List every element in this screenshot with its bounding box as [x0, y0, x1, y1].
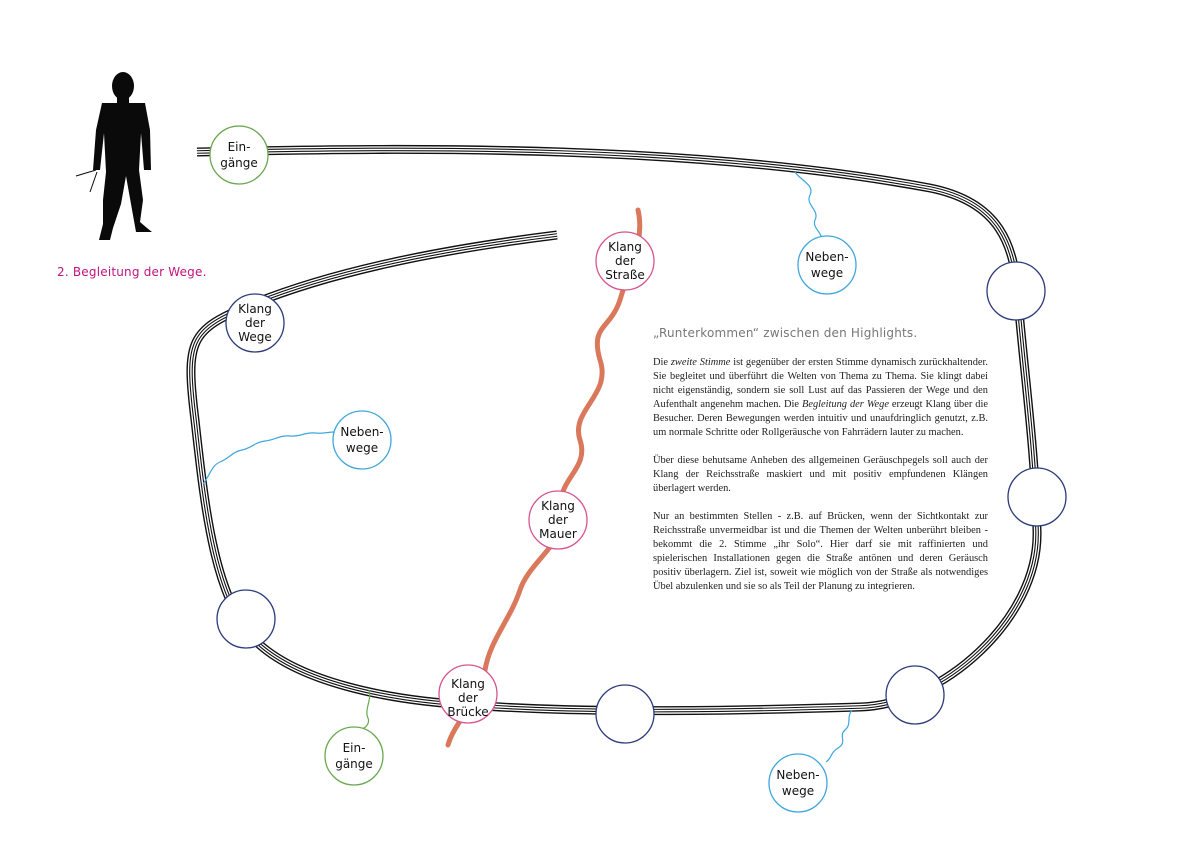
node-eingaenge-top: [210, 126, 268, 184]
nebenwege-squiggle-top: [795, 172, 822, 240]
description-text-block: [653, 326, 988, 608]
paragraph-1-part-c: erzeugt Klang über die Besucher. Deren Bewegungen werden intuitiv und unaufdringlich genutzt, z.B. um normale Schritte oder Rollgeräusche von Fahrrädern lauter zu machen.: [653, 399, 988, 438]
node-label-line: gänge: [220, 156, 258, 170]
emphasis-begleitung-der-wege: Begleitung der Wege: [801, 399, 889, 410]
node-klang-bruecke: [439, 665, 497, 723]
node-label-line: Straße: [605, 268, 645, 282]
node-nebenwege-bottom: [769, 754, 827, 812]
node-klang-mauer: [529, 491, 587, 549]
node-label-line: der: [548, 513, 568, 527]
node-label-line: Ein-: [227, 140, 251, 154]
node-label-line: gänge: [335, 757, 373, 771]
node-label-line: wege: [810, 266, 844, 280]
empty-node: [987, 262, 1045, 320]
node-label-line: Klang: [608, 240, 642, 254]
node-label-line: Mauer: [539, 527, 577, 541]
paragraph-1: [653, 356, 988, 440]
section-subtitle: 2. Begleitung der Wege.: [57, 265, 207, 279]
paragraph-3: Nur an bestimmten Stellen - z.B. auf Brücken, wenn der Sichtkontakt zur Reichsstraße unvermeidbar ist und die Themen der Welten unberührt bleiben - bekommt die 2. Stimme „ihr Solo“. Hier darf sie mit raffinierten und spielerischen Installationen gegen die Straße antönen und deren Geräusch positiv überlagern. Ziel ist, soweit wie möglich von der Straße als notwendiges Übel abzulenken und sie so als Teil der Planung zu integrieren.: [653, 511, 988, 592]
node-label-line: Klang: [451, 677, 485, 691]
empty-node: [217, 590, 275, 648]
node-label-line: wege: [781, 784, 815, 798]
node-label-line: Neben-: [776, 768, 820, 782]
node-label-line: Wege: [238, 330, 272, 344]
text-heading: „Runterkommen“ zwischen den Highlights.: [653, 326, 918, 340]
node-klang-wege: [226, 294, 284, 352]
person-silhouette-icon: [76, 72, 152, 240]
node-label-line: Ein-: [342, 741, 366, 755]
node-label-line: Neben-: [805, 250, 849, 264]
empty-node: [886, 666, 944, 724]
node-label-line: wege: [345, 441, 379, 455]
nebenwege-squiggle-bottom: [826, 710, 852, 762]
nebenwege-squiggle-left: [203, 432, 334, 484]
paragraph-2: Über diese behutsame Anheben des allgemeinen Geräuschpegels soll auch der Klang der Reichsstraße maskiert und mit positiv empfundenen Klängen überlagert werden.: [653, 455, 988, 494]
node-label-line: Klang: [541, 499, 575, 513]
node-label-line: Klang: [238, 302, 272, 316]
node-label-line: Neben-: [340, 425, 384, 439]
paragraph-1-part-b: ist gegenüber der ersten Stimme dynamisch zurückhaltender. Sie begleitet und überführt die Welten von Thema zu Thema. Sie klingt dabei nicht eigenständig, sondern sie soll Lust auf das Passieren der Wege und den Aufenthalt angenehm machen. Die: [653, 357, 988, 410]
node-label-line: der: [615, 254, 635, 268]
empty-node: [1008, 468, 1066, 526]
node-label-line: Brücke: [447, 705, 489, 719]
node-nebenwege-left: [333, 411, 391, 469]
paragraph-1-part-a: Die: [653, 357, 671, 368]
emphasis-zweite-stimme: zweite Stimme: [670, 357, 731, 368]
street-line: [448, 210, 640, 745]
node-label-line: der: [458, 691, 478, 705]
node-nebenwege-top: [798, 236, 856, 294]
node-klang-strasse: [596, 232, 654, 290]
node-label-line: der: [245, 316, 265, 330]
empty-node: [596, 685, 654, 743]
node-eingaenge-bottom: [325, 727, 383, 785]
